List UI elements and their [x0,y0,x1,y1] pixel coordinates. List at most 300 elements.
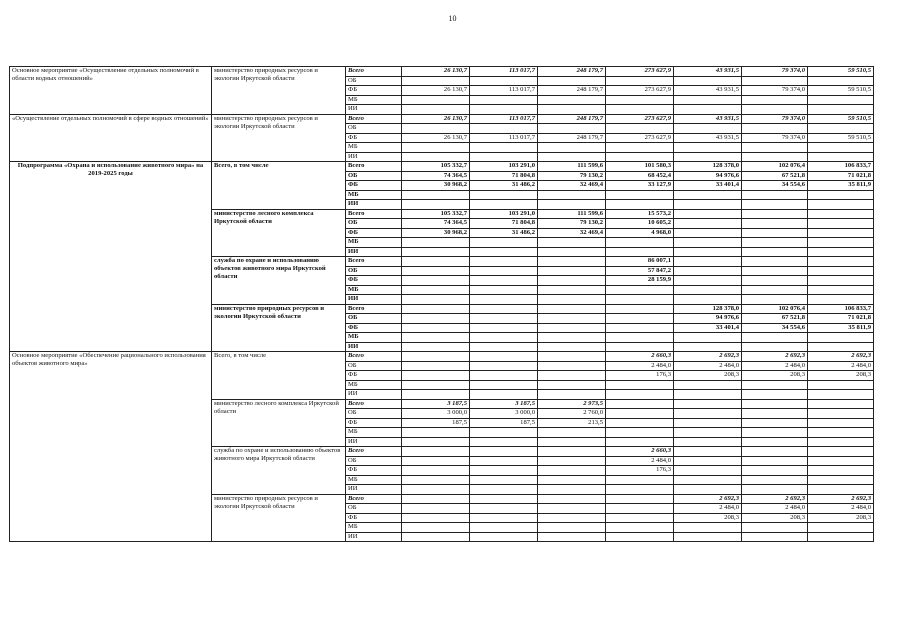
amount-cell [674,485,742,495]
amount-cell [742,276,808,286]
amount-cell [674,342,742,352]
amount-cell [538,95,606,105]
amount-cell [674,228,742,238]
amount-cell: 113 017,7 [470,67,538,77]
amount-cell [808,266,874,276]
executor-name: служба по охране и использованию объектов животного мира Иркутской области [212,447,346,495]
amount-cell [538,276,606,286]
amount-cell: 26 130,7 [402,114,470,124]
amount-cell [402,105,470,115]
amount-cell [808,276,874,286]
amount-cell [470,323,538,333]
funding-source: МБ [346,285,402,295]
amount-cell [808,209,874,219]
table-row [10,67,874,77]
amount-cell: 208,3 [674,513,742,523]
amount-cell [470,152,538,162]
amount-cell: 113 017,7 [470,133,538,143]
amount-cell [742,428,808,438]
amount-cell: 2 660,3 [606,352,674,362]
amount-cell [470,456,538,466]
amount-cell: 208,3 [742,371,808,381]
amount-cell [606,409,674,419]
funding-source: ОБ [346,171,402,181]
amount-cell: 113 017,7 [470,86,538,96]
amount-cell [470,466,538,476]
amount-cell [402,390,470,400]
amount-cell [674,238,742,248]
funding-source: ИИ [346,437,402,447]
amount-cell: 2 484,0 [742,361,808,371]
amount-cell [674,152,742,162]
funding-source: МБ [346,190,402,200]
table-row [10,352,874,362]
amount-cell [470,380,538,390]
amount-cell: 59 510,5 [808,67,874,77]
amount-cell [606,494,674,504]
funding-source: ОБ [346,314,402,324]
amount-cell: 208,3 [808,371,874,381]
amount-cell [402,333,470,343]
amount-cell [538,257,606,267]
amount-cell [538,532,606,542]
amount-cell: 208,3 [742,513,808,523]
funding-source: МБ [346,143,402,153]
funding-source: МБ [346,380,402,390]
amount-cell [742,437,808,447]
amount-cell [470,390,538,400]
amount-cell: 68 452,4 [606,171,674,181]
amount-cell [808,190,874,200]
amount-cell [808,437,874,447]
amount-cell [674,105,742,115]
amount-cell [742,390,808,400]
amount-cell: 111 599,6 [538,162,606,172]
amount-cell [742,105,808,115]
amount-cell [742,143,808,153]
amount-cell [470,352,538,362]
amount-cell: 43 931,5 [674,86,742,96]
amount-cell [470,523,538,533]
amount-cell [808,285,874,295]
amount-cell [606,323,674,333]
amount-cell [674,409,742,419]
amount-cell [674,399,742,409]
amount-cell [742,95,808,105]
amount-cell: 15 573,2 [606,209,674,219]
amount-cell [674,475,742,485]
executor-name: министерство природных ресурсов и экологии Иркутской области [212,67,346,115]
amount-cell [402,361,470,371]
amount-cell [538,456,606,466]
amount-cell [402,523,470,533]
amount-cell [674,418,742,428]
amount-cell [808,95,874,105]
amount-cell [808,485,874,495]
amount-cell [538,513,606,523]
amount-cell [742,190,808,200]
amount-cell [808,523,874,533]
amount-cell [402,304,470,314]
amount-cell [402,190,470,200]
amount-cell [742,466,808,476]
amount-cell [674,219,742,229]
amount-cell [538,333,606,343]
amount-cell: 102 076,4 [742,162,808,172]
amount-cell [606,485,674,495]
amount-cell [674,209,742,219]
amount-cell [606,76,674,86]
amount-cell: 43 931,5 [674,114,742,124]
funding-source: ОБ [346,124,402,134]
amount-cell: 4 968,0 [606,228,674,238]
amount-cell: 208,3 [808,513,874,523]
funding-source: ИИ [346,390,402,400]
amount-cell [742,247,808,257]
amount-cell [808,333,874,343]
funding-source: ОБ [346,361,402,371]
amount-cell [674,95,742,105]
amount-cell [742,380,808,390]
amount-cell [674,333,742,343]
amount-cell [470,447,538,457]
amount-cell [742,257,808,267]
funding-source: ФБ [346,276,402,286]
amount-cell [538,105,606,115]
funding-source: Всего [346,447,402,457]
amount-cell [606,143,674,153]
amount-cell: 35 811,9 [808,181,874,191]
budget-table [9,66,874,542]
amount-cell [674,532,742,542]
amount-cell [742,399,808,409]
amount-cell [402,76,470,86]
amount-cell: 28 159,9 [606,276,674,286]
amount-cell: 34 554,6 [742,181,808,191]
amount-cell: 103 291,0 [470,209,538,219]
amount-cell: 33 127,9 [606,181,674,191]
amount-cell [606,285,674,295]
amount-cell [402,352,470,362]
amount-cell: 2 973,5 [538,399,606,409]
amount-cell [538,247,606,257]
amount-cell: 71 021,8 [808,171,874,181]
executor-name: министерство природных ресурсов и экологии Иркутской области [212,114,346,162]
amount-cell: 176,3 [606,371,674,381]
amount-cell [606,152,674,162]
amount-cell [742,219,808,229]
amount-cell [606,190,674,200]
amount-cell [808,475,874,485]
amount-cell: 2 484,0 [606,456,674,466]
amount-cell [606,295,674,305]
amount-cell [402,466,470,476]
executor-name: служба по охране и использованию объектов животного мира Иркутской области [212,257,346,305]
funding-source: ОБ [346,76,402,86]
amount-cell [606,95,674,105]
amount-cell: 33 401,4 [674,323,742,333]
amount-cell: 102 076,4 [742,304,808,314]
amount-cell [808,532,874,542]
amount-cell [402,380,470,390]
amount-cell [538,266,606,276]
amount-cell [538,447,606,457]
funding-source: МБ [346,475,402,485]
amount-cell [808,124,874,134]
funding-source: МБ [346,523,402,533]
amount-cell [470,361,538,371]
amount-cell: 57 847,2 [606,266,674,276]
amount-cell [402,124,470,134]
funding-source: ИИ [346,532,402,542]
amount-cell: 32 469,4 [538,181,606,191]
executor-name: Всего, в том числе [212,352,346,400]
amount-cell: 79 130,2 [538,171,606,181]
amount-cell [606,399,674,409]
amount-cell [470,485,538,495]
amount-cell: 2 484,0 [808,361,874,371]
amount-cell [742,409,808,419]
amount-cell [402,504,470,514]
activity-name: «Осуществление отдельных полномочий в сфере водных отношений» [10,114,212,162]
funding-source: Всего [346,257,402,267]
amount-cell [470,105,538,115]
amount-cell [538,494,606,504]
funding-source: ИИ [346,295,402,305]
amount-cell [674,447,742,457]
amount-cell: 273 627,9 [606,114,674,124]
amount-cell [742,76,808,86]
funding-source: ФБ [346,323,402,333]
amount-cell [808,76,874,86]
funding-source: ОБ [346,456,402,466]
amount-cell: 71 804,8 [470,219,538,229]
amount-cell: 2 692,3 [808,352,874,362]
amount-cell: 248 179,7 [538,67,606,77]
amount-cell [674,466,742,476]
funding-source: ИИ [346,247,402,257]
amount-cell: 176,3 [606,466,674,476]
amount-cell [402,143,470,153]
funding-source: ФБ [346,418,402,428]
amount-cell [470,276,538,286]
amount-cell [674,437,742,447]
amount-cell [470,304,538,314]
amount-cell [742,523,808,533]
amount-cell [538,76,606,86]
amount-cell [470,428,538,438]
amount-cell [538,314,606,324]
amount-cell: 111 599,6 [538,209,606,219]
amount-cell: 71 021,8 [808,314,874,324]
amount-cell [808,342,874,352]
funding-source: ИИ [346,152,402,162]
amount-cell [402,200,470,210]
funding-source: МБ [346,333,402,343]
funding-source: Всего [346,399,402,409]
amount-cell [470,371,538,381]
funding-source: МБ [346,95,402,105]
amount-cell [470,190,538,200]
amount-cell [808,257,874,267]
funding-source: ОБ [346,409,402,419]
amount-cell [538,323,606,333]
table-row [10,114,874,124]
funding-source: ФБ [346,181,402,191]
amount-cell [606,428,674,438]
amount-cell: 128 378,0 [674,162,742,172]
amount-cell [606,418,674,428]
executor-name: министерство природных ресурсов и экологии Иркутской области [212,304,346,352]
amount-cell: 3 187,5 [470,399,538,409]
amount-cell [538,371,606,381]
amount-cell [674,247,742,257]
amount-cell [606,105,674,115]
amount-cell [538,380,606,390]
amount-cell [538,200,606,210]
amount-cell [402,475,470,485]
amount-cell: 3 000,0 [470,409,538,419]
amount-cell [538,304,606,314]
amount-cell [538,475,606,485]
amount-cell [538,295,606,305]
amount-cell [538,342,606,352]
amount-cell [606,504,674,514]
amount-cell: 79 130,2 [538,219,606,229]
amount-cell [606,523,674,533]
amount-cell: 273 627,9 [606,133,674,143]
amount-cell [808,466,874,476]
amount-cell [674,523,742,533]
amount-cell [402,238,470,248]
amount-cell [402,323,470,333]
amount-cell [808,295,874,305]
amount-cell [470,475,538,485]
amount-cell: 248 179,7 [538,133,606,143]
amount-cell [470,95,538,105]
amount-cell [470,314,538,324]
amount-cell [674,76,742,86]
funding-source: ОБ [346,266,402,276]
amount-cell [538,390,606,400]
amount-cell [470,437,538,447]
amount-cell [538,190,606,200]
amount-cell [808,228,874,238]
amount-cell [470,504,538,514]
amount-cell [402,485,470,495]
amount-cell [742,447,808,457]
amount-cell: 2 484,0 [742,504,808,514]
funding-source: Всего [346,304,402,314]
amount-cell [742,485,808,495]
amount-cell: 3 000,0 [402,409,470,419]
amount-cell [538,437,606,447]
amount-cell [470,513,538,523]
amount-cell [808,428,874,438]
amount-cell: 34 554,6 [742,323,808,333]
amount-cell [674,295,742,305]
funding-source: Всего [346,162,402,172]
amount-cell: 2 660,3 [606,447,674,457]
funding-source: Всего [346,209,402,219]
amount-cell: 2 692,3 [674,352,742,362]
amount-cell [742,266,808,276]
funding-source: ФБ [346,513,402,523]
amount-cell [808,447,874,457]
amount-cell [470,285,538,295]
amount-cell [742,238,808,248]
amount-cell [606,390,674,400]
amount-cell: 31 486,2 [470,228,538,238]
page-number: 10 [448,14,457,23]
amount-cell [402,513,470,523]
amount-cell [742,342,808,352]
funding-source: Всего [346,494,402,504]
amount-cell [538,504,606,514]
funding-source: Всего [346,67,402,77]
amount-cell [742,152,808,162]
amount-cell [674,428,742,438]
amount-cell [606,513,674,523]
amount-cell [674,257,742,267]
funding-source: ФБ [346,371,402,381]
executor-name: министерство природных ресурсов и экологии Иркутской области [212,494,346,542]
amount-cell [606,437,674,447]
amount-cell [606,238,674,248]
table-row [10,162,874,172]
amount-cell [808,390,874,400]
funding-source: ИИ [346,342,402,352]
amount-cell [808,152,874,162]
amount-cell: 248 179,7 [538,86,606,96]
amount-cell [470,257,538,267]
amount-cell: 86 007,1 [606,257,674,267]
amount-cell [538,143,606,153]
amount-cell [538,361,606,371]
amount-cell [470,532,538,542]
executor-name: министерство лесного комплекса Иркутской области [212,399,346,447]
amount-cell [808,219,874,229]
amount-cell: 2 484,0 [674,361,742,371]
funding-source: ОБ [346,219,402,229]
amount-cell [742,475,808,485]
amount-cell [538,428,606,438]
amount-cell [402,342,470,352]
amount-cell: 187,5 [470,418,538,428]
amount-cell [538,466,606,476]
amount-cell [402,257,470,267]
amount-cell: 26 130,7 [402,67,470,77]
amount-cell [402,371,470,381]
amount-cell: 30 968,2 [402,181,470,191]
amount-cell [742,333,808,343]
amount-cell: 43 931,5 [674,133,742,143]
amount-cell [742,228,808,238]
amount-cell [402,428,470,438]
funding-source: ФБ [346,228,402,238]
amount-cell [402,532,470,542]
amount-cell: 273 627,9 [606,67,674,77]
amount-cell: 67 521,8 [742,171,808,181]
amount-cell [808,247,874,257]
amount-cell: 213,5 [538,418,606,428]
activity-name: Подпрограмма «Охрана и использование животного мира» на 2019-2025 годы [10,162,212,352]
amount-cell [606,333,674,343]
amount-cell: 71 804,8 [470,171,538,181]
amount-cell: 59 510,5 [808,133,874,143]
amount-cell: 30 968,2 [402,228,470,238]
amount-cell: 208,3 [674,371,742,381]
